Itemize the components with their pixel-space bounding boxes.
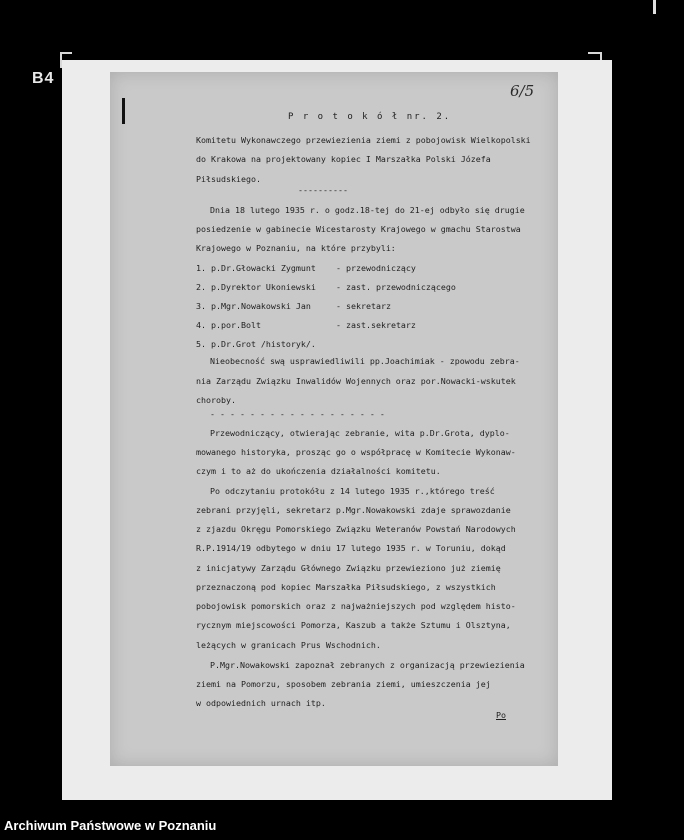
document-title: P r o t o k ó ł nr. 2. bbox=[288, 112, 452, 122]
heading-line: Komitetu Wykonawczego przewiezienia ziemi z pobojowisk Wielkopolski bbox=[196, 135, 531, 145]
archive-credit: Archiwum Państwowe w Poznaniu bbox=[4, 818, 217, 833]
paragraph-line: Dnia 18 lutego 1935 r. o godz.18-tej do 21-ej odbyło się drugie bbox=[210, 205, 525, 215]
paragraph-line: P.Mgr.Nowakowski zapoznał zebranych z organizacją przewiezienia bbox=[210, 660, 525, 670]
paragraph-line: nia Zarządu Związku Inwalidów Wojennych oraz por.Nowacki-wskutek bbox=[196, 376, 516, 386]
paragraph-line: Krajowego w Poznaniu, na które przybyli: bbox=[196, 243, 396, 253]
attendee-role: - sekretarz bbox=[336, 301, 391, 311]
attendee-name: 3. p.Mgr.Nowakowski Jan bbox=[196, 301, 311, 311]
paragraph-line: w odpowiednich urnach itp. bbox=[196, 698, 326, 708]
catchword: Po bbox=[496, 710, 506, 720]
paragraph-line: leżących w granicach Prus Wschodnich. bbox=[196, 640, 381, 650]
page-number: 6/5 bbox=[510, 82, 535, 100]
paragraph-line: przeznaczoną pod kopiec Marszałka Piłsudskiego, z wszystkich bbox=[196, 582, 496, 592]
paragraph-line: Przewodniczący, otwierając zebranie, wita p.Dr.Grota, dyplo- bbox=[210, 428, 510, 438]
margin-mark bbox=[122, 98, 125, 124]
paragraph-line: rycznym miejscowości Pomorza, Kaszub a także Sztumu i Olsztyna, bbox=[196, 620, 511, 630]
document-page bbox=[110, 72, 558, 766]
attendee-role: - przewodniczący bbox=[336, 263, 416, 273]
attendee-role: - zast. przewodniczącego bbox=[336, 282, 456, 292]
paragraph-line: pobojowisk pomorskich oraz z najważniejszych pod względem histo- bbox=[196, 601, 516, 611]
attendee-name: 2. p.Dyrektor Ukoniewski bbox=[196, 282, 316, 292]
paragraph-line: Po odczytaniu protokółu z 14 lutego 1935 r.,którego treść bbox=[210, 486, 495, 496]
paragraph-line: z zjazdu Okręgu Pomorskiego Związku Weteranów Powstań Narodowych bbox=[196, 524, 516, 534]
divider: - - - - - - - - - - - - - - - - - - bbox=[210, 409, 385, 419]
paragraph-line: choroby. bbox=[196, 395, 236, 405]
attendee-name: 5. p.Dr.Grot /historyk/. bbox=[196, 339, 316, 349]
paragraph-line: mowanego historyka, prosząc go o współpracę w Komitecie Wykonaw- bbox=[196, 447, 516, 457]
paragraph-line: ziemi na Pomorzu, sposobem zebrania ziemi, umieszczenia jej bbox=[196, 679, 491, 689]
frame-label: B4 bbox=[32, 70, 55, 87]
paragraph-line: zebrani przyjęli, sekretarz p.Mgr.Nowakowski zdaje sprawozdanie bbox=[196, 505, 511, 515]
heading-line: do Krakowa na projektowany kopiec I Marszałka Polski Józefa bbox=[196, 154, 491, 164]
attendee-role: - zast.sekretarz bbox=[336, 320, 416, 330]
paragraph-line: czym i to aż do ukończenia działalności komitetu. bbox=[196, 466, 441, 476]
paragraph-line: Nieobecność swą usprawiedliwili pp.Joachimiak - zpowodu zebra- bbox=[210, 356, 520, 366]
film-edge-mark bbox=[653, 0, 656, 14]
paragraph-line: posiedzenie w gabinecie Wicestarosty Krajowego w gmachu Starostwa bbox=[196, 224, 521, 234]
attendee-name: 4. p.por.Bolt bbox=[196, 320, 261, 330]
heading-line: Piłsudskiego. bbox=[196, 174, 261, 184]
divider: ---------- bbox=[298, 185, 348, 195]
paragraph-line: R.P.1914/19 odbytego w dniu 17 lutego 1935 r. w Toruniu, dokąd bbox=[196, 543, 506, 553]
attendee-name: 1. p.Dr.Głowacki Zygmunt bbox=[196, 263, 316, 273]
paragraph-line: z inicjatywy Zarządu Głównego Związku przewieziono już ziemię bbox=[196, 563, 501, 573]
